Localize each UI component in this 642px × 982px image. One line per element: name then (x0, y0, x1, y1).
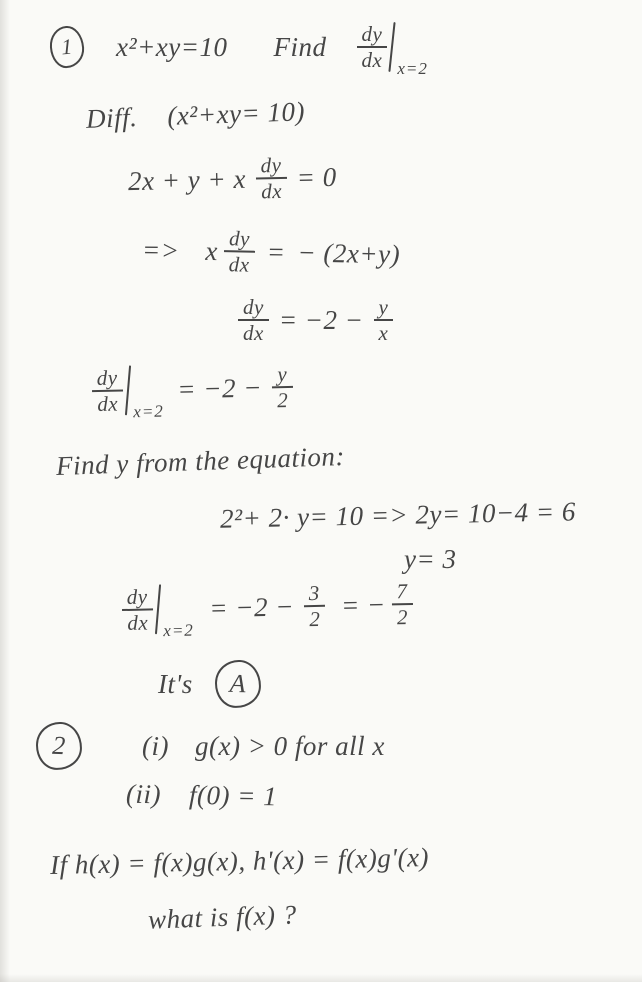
problem2-number: 2 (51, 730, 67, 761)
substitution-text: 2²+ 2· y= 10 => 2y= 10−4 = 6 (219, 496, 577, 534)
fraction-denominator: dx (256, 177, 287, 203)
evaluated-at-x2 (156, 584, 195, 641)
cond2-label: (ii) (125, 778, 162, 810)
diff-equation: (x²+xy= 10) (166, 96, 306, 131)
p2-cond2-line (126, 779, 278, 813)
fraction-numerator: dy (243, 295, 264, 319)
step2-coefficient: x (205, 235, 219, 266)
answer-label: It's (158, 668, 193, 699)
fraction-numerator: dy (126, 584, 148, 609)
answer-choice-circle (214, 659, 262, 709)
eval-subscript: x=2 (163, 620, 195, 641)
fraction-numerator: 7 (396, 578, 408, 604)
p1-substitution-line (220, 496, 576, 534)
step4-equals: = −2 − (177, 372, 263, 404)
eval-bar-icon (125, 365, 131, 415)
eval-bar-icon (155, 584, 161, 634)
evaluated-at-x2 (391, 22, 428, 78)
step2-equals: = (266, 236, 286, 267)
p2-given-line (50, 842, 430, 881)
p1-equation: x²+xy=10 (116, 31, 228, 62)
p1-y-value-line (404, 544, 456, 575)
dydx-fraction (238, 296, 269, 344)
eval-subscript: x=2 (397, 59, 428, 78)
dydx-fraction (357, 23, 388, 71)
problem2-number-circle (35, 721, 83, 771)
cond1-text: g(x) > 0 for all x (194, 730, 385, 761)
dydx-fraction (122, 585, 154, 634)
fraction-numerator: 3 (308, 580, 320, 605)
y-value-text: y= 3 (404, 544, 457, 574)
p1-step2-line (142, 226, 401, 279)
fraction-numerator: dy (361, 21, 383, 46)
p2-question-line (148, 899, 298, 935)
fraction-numerator: dy (228, 226, 251, 251)
fraction-numerator: y (378, 295, 389, 319)
fraction-denominator: dx (122, 608, 153, 634)
result-equals-2: = − (340, 589, 387, 620)
fraction-numerator: y (277, 361, 288, 387)
p1-diff-line (86, 96, 306, 135)
fraction-denominator: dx (238, 319, 269, 345)
y-over-2-fraction (272, 363, 294, 412)
y-over-x-fraction (374, 296, 394, 344)
p1-step3-line (238, 296, 393, 344)
fraction-denominator: 2 (392, 602, 414, 628)
p1-step1-line (128, 153, 338, 206)
dydx-fraction (92, 366, 124, 415)
fraction-numerator: dy (260, 152, 282, 178)
cond1-label: (i) (142, 730, 169, 761)
fraction-denominator: 2 (272, 385, 294, 411)
problem1-number: 1 (60, 33, 74, 60)
p1-answer-line (158, 660, 261, 708)
p1-result-line (122, 578, 414, 641)
diff-label: Diff. (85, 102, 138, 134)
find-y-text: Find y from the equation: (55, 440, 346, 482)
fraction-denominator: dx (357, 46, 388, 72)
fraction-denominator: dx (92, 389, 123, 415)
p1-statement-line (50, 21, 428, 78)
result-equals: = −2 − (209, 590, 295, 623)
dydx-fraction (224, 227, 256, 276)
given-text: If h(x) = f(x)g(x), h'(x) = f(x)g'(x) (49, 842, 430, 880)
problem1-number-circle (49, 25, 86, 69)
cond2-text: f(0) = 1 (188, 779, 278, 812)
find-label: Find (273, 31, 327, 62)
fraction-denominator: dx (224, 250, 255, 276)
p1-find-y-line (56, 441, 346, 482)
dydx-fraction (255, 154, 287, 203)
step1-rhs: = 0 (296, 161, 337, 193)
fraction-numerator: dy (96, 365, 118, 390)
answer-choice: A (229, 668, 247, 699)
eval-subscript: x=2 (133, 401, 165, 422)
step1-lhs: 2x + y + x (127, 163, 247, 196)
fraction-denominator: x (374, 319, 394, 345)
evaluated-at-x2 (126, 365, 165, 422)
eval-bar-icon (389, 22, 396, 72)
p1-step4-line (91, 361, 293, 422)
step3-equals: = −2 − (278, 304, 364, 335)
three-halves-fraction (304, 582, 326, 631)
p2-cond1-line (36, 722, 385, 770)
step2-rhs: − (2x+y) (297, 237, 401, 269)
fraction-denominator: 2 (304, 604, 326, 630)
seven-halves-fraction (391, 580, 413, 629)
implies-arrow: => (141, 234, 180, 266)
question-text: what is f(x) ? (147, 899, 298, 935)
